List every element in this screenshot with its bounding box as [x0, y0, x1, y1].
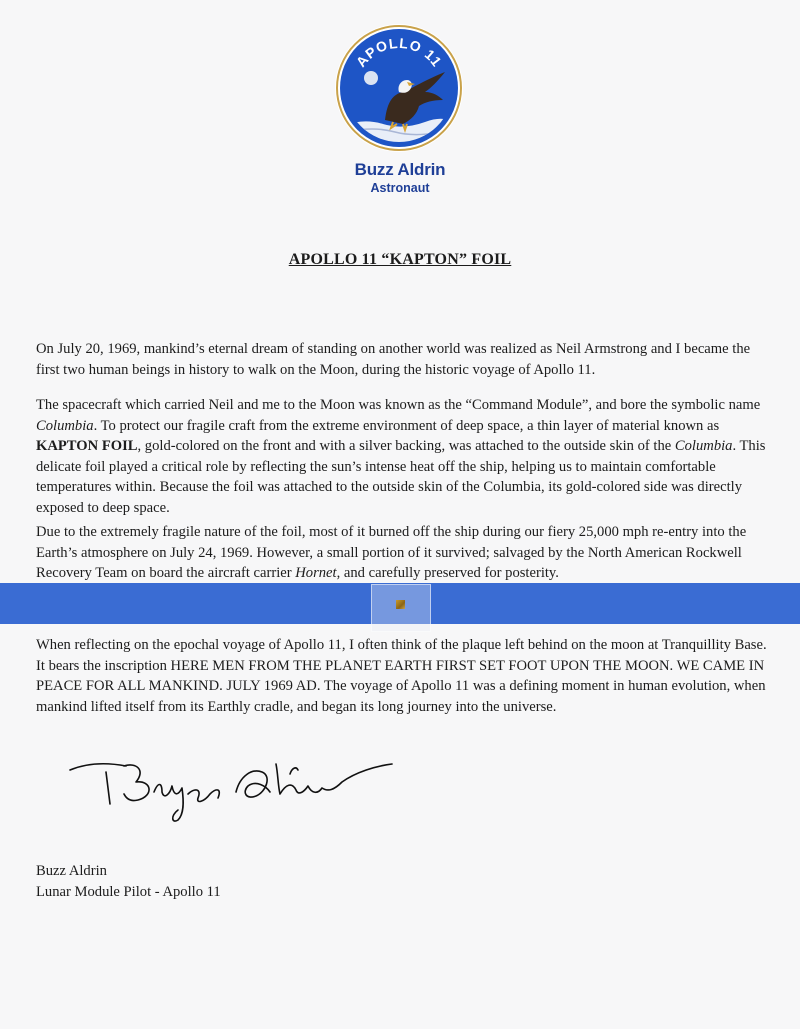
kapton-foil-sample — [396, 600, 405, 609]
ship-name: Columbia — [36, 417, 94, 434]
paragraph-reentry — [36, 522, 776, 584]
apollo-11-emblem — [333, 22, 465, 154]
text-span: , and carefully preserved for posterity. — [336, 565, 559, 581]
paragraph-command-module — [36, 395, 776, 518]
closing-block — [36, 861, 221, 903]
closing-name: Buzz Aldrin — [36, 863, 107, 879]
letterhead — [300, 160, 500, 195]
signature — [66, 752, 396, 832]
text-span: The spacecraft which carried Neil and me to the Moon was known as the “Command Module”, and bore the symbolic name — [36, 397, 761, 413]
earth-icon — [364, 71, 378, 85]
letterhead-name: Buzz Aldrin — [354, 160, 446, 179]
closing-role: Lunar Module Pilot - Apollo 11 — [36, 884, 221, 900]
text-span: , gold-colored on the front and with a silver backing, was attached to the outside skin of the — [137, 438, 675, 454]
paragraph-intro: On July 20, 1969, mankind’s eternal dream of standing on another world was realized as Neil Armstrong and I became the first two human beings in history to walk on the Moon, during the historic voyage of Apollo 11. — [36, 341, 751, 378]
carrier-name: Hornet — [295, 565, 337, 581]
kapton-foil-term: KAPTON FOIL — [36, 438, 138, 454]
letterhead-title: Astronaut — [370, 181, 430, 195]
paragraph-reflection: When reflecting on the epochal voyage of Apollo 11, I often think of the plaque left behind on the moon at Tranquillity Base. It bears the inscription HERE MEN FROM THE PLANET EARTH FIRST SET FOOT UPON THE MOON. WE CAME IN PEACE FOR ALL MANKIND. JULY 1969 AD. The voyage of Apollo 11 was a defining moment in human evolution, when mankind lifted itself from its Earthly cradle, and began its long journey into the universe. — [36, 637, 767, 715]
emblem-label: APOLLO 11 — [352, 34, 446, 70]
text-span: . To protect our fragile craft from the extreme environment of deep space, a thin layer of material known as — [93, 417, 720, 434]
document-title: APOLLO 11 “KAPTON” FOIL — [288, 251, 512, 268]
text-span: Due to the extremely fragile nature of the foil, most of it burned off the ship during our fiery 25,000 mph re-entry into the Earth’s atmosphere on July 24, 1969. However, a small portion of it survived; salvaged by the North American Rockwell Recovery Team on board the aircraft carrier — [36, 524, 747, 581]
text-span: . This delicate foil played a critical role by reflecting the sun’s intense heat off the ship, helping us to maintain comfortable temperatures within. Because the foil was attached to the outside skin of the Columbia, its gold-colored side was directly exposed to deep space. — [36, 438, 766, 516]
ship-name: Columbia — [674, 438, 733, 454]
